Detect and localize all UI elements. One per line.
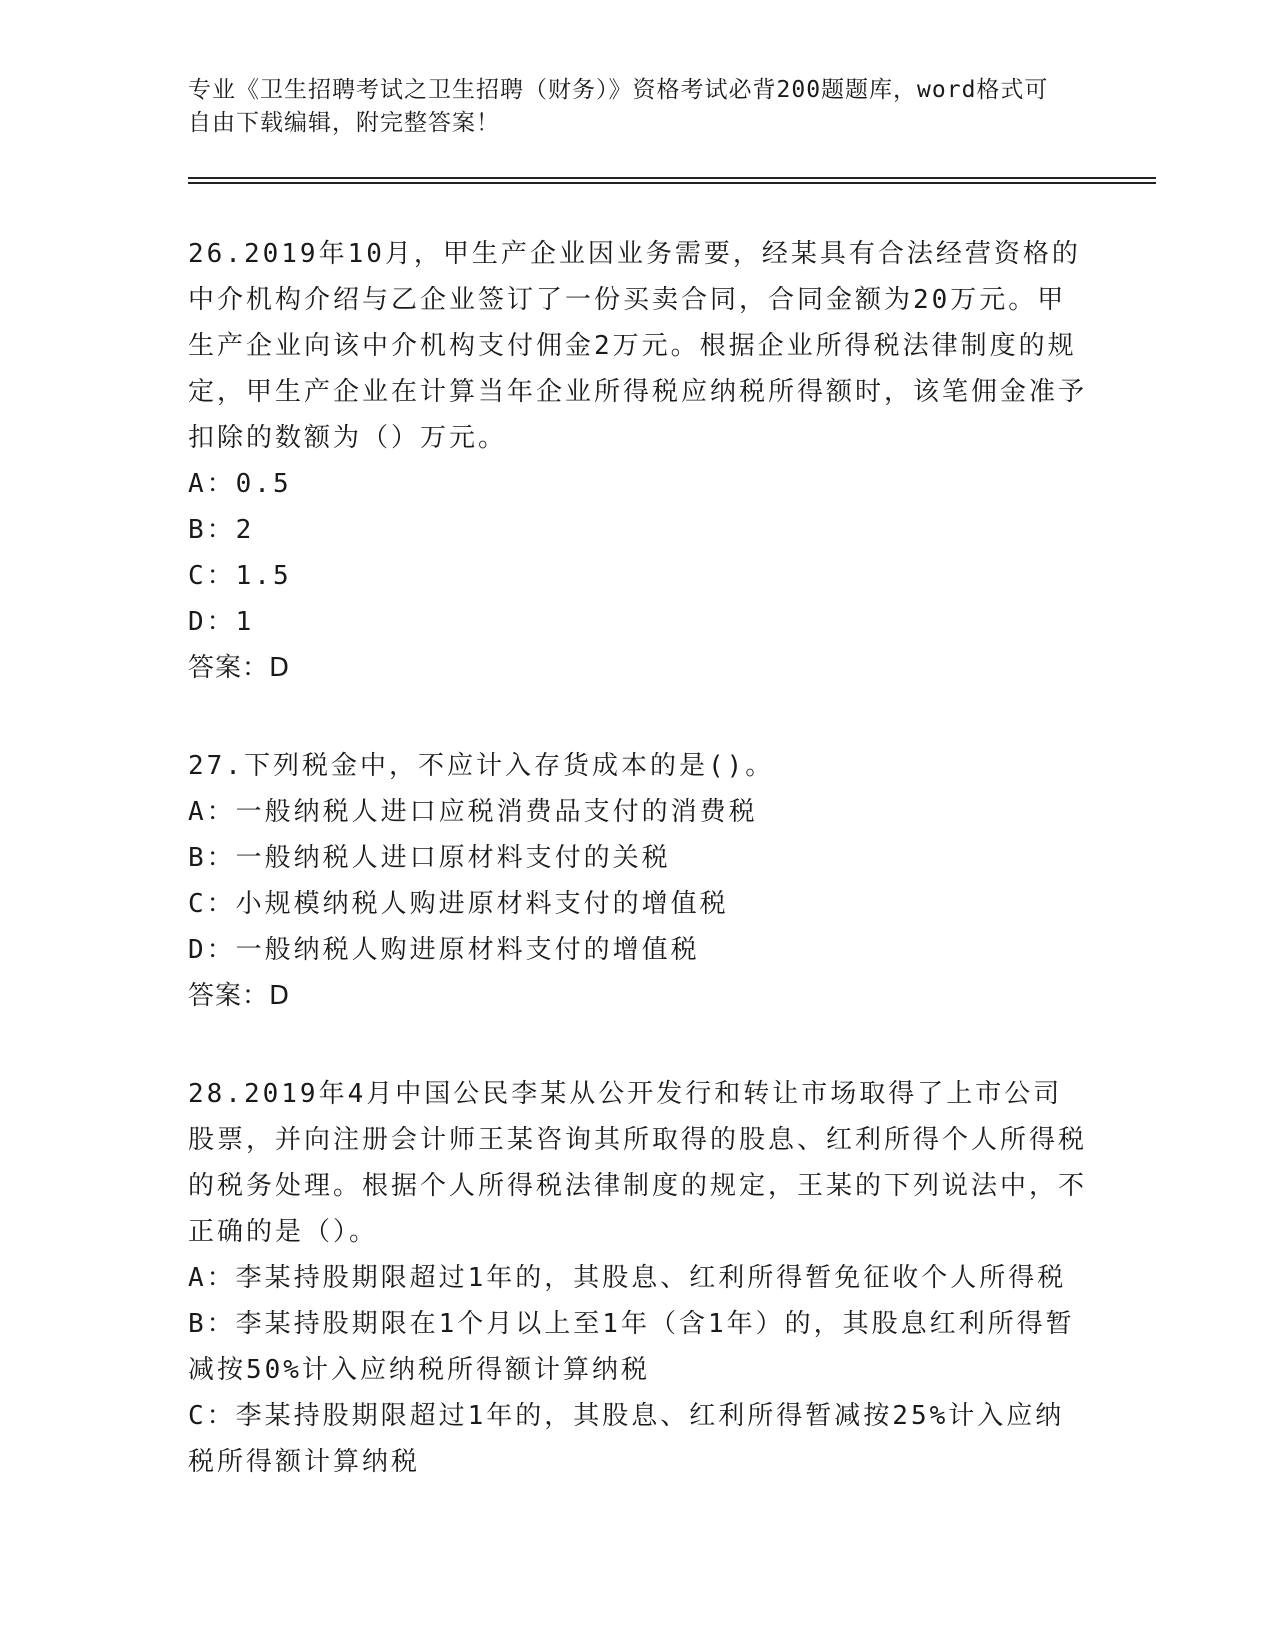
question-list	[188, 231, 1088, 1537]
question-28	[188, 1071, 1088, 1485]
option-b: B：2	[188, 515, 255, 545]
option-c: C：李某持股期限超过1年的，其股息、红利所得暂减按25%计入应纳税所得额计算纳税	[188, 1401, 1065, 1477]
option-d: D：一般纳税人购进原材料支付的增值税	[188, 935, 700, 965]
question-text: 28.2019年4月中国公民李某从公开发行和转让市场取得了上市公司股票，并向注册会计师王某咨询其所取得的股息、红利所得个人所得税的税务处理。根据个人所得税法律制度的规定，王某的下列说法中，不正确的是（）。	[188, 1079, 1088, 1247]
option-a: A：李某持股期限超过1年的，其股息、红利所得暂免征收个人所得税	[188, 1263, 1067, 1293]
option-a: A：0.5	[188, 469, 292, 499]
option-b: B：李某持股期限在1个月以上至1年（含1年）的，其股息红利所得暂减按50%计入应纳税所得额计算纳税	[188, 1309, 1075, 1385]
answer-label: 答案：D	[188, 653, 291, 683]
answer-label: 答案：D	[188, 981, 291, 1011]
option-a: A：一般纳税人进口应税消费品支付的消费税	[188, 797, 758, 827]
question-26	[188, 231, 1088, 691]
document-header: 专业《卫生招聘考试之卫生招聘（财务）》资格考试必背200题题库，word格式可自由下载编辑，附完整答案！	[188, 77, 1049, 136]
option-d: D：1	[188, 607, 255, 637]
option-c: C：小规模纳税人购进原材料支付的增值税	[188, 889, 729, 919]
question-text: 27.下列税金中，不应计入存货成本的是()。	[188, 751, 775, 781]
option-c: C：1.5	[188, 561, 292, 591]
question-27	[188, 743, 1088, 1019]
header-divider-top	[188, 177, 1156, 179]
header-divider-bottom	[188, 182, 1156, 184]
option-b: B：一般纳税人进口原材料支付的关税	[188, 843, 671, 873]
question-text: 26.2019年10月，甲生产企业因业务需要，经某具有合法经营资格的中介机构介绍与乙企业签订了一份买卖合同，合同金额为20万元。甲生产企业向该中介机构支付佣金2万元。根据企业所得税法律制度的规定，甲生产企业在计算当年企业所得税应纳税所得额时，该笔佣金准予扣除的数额为（）万元。	[188, 239, 1088, 453]
